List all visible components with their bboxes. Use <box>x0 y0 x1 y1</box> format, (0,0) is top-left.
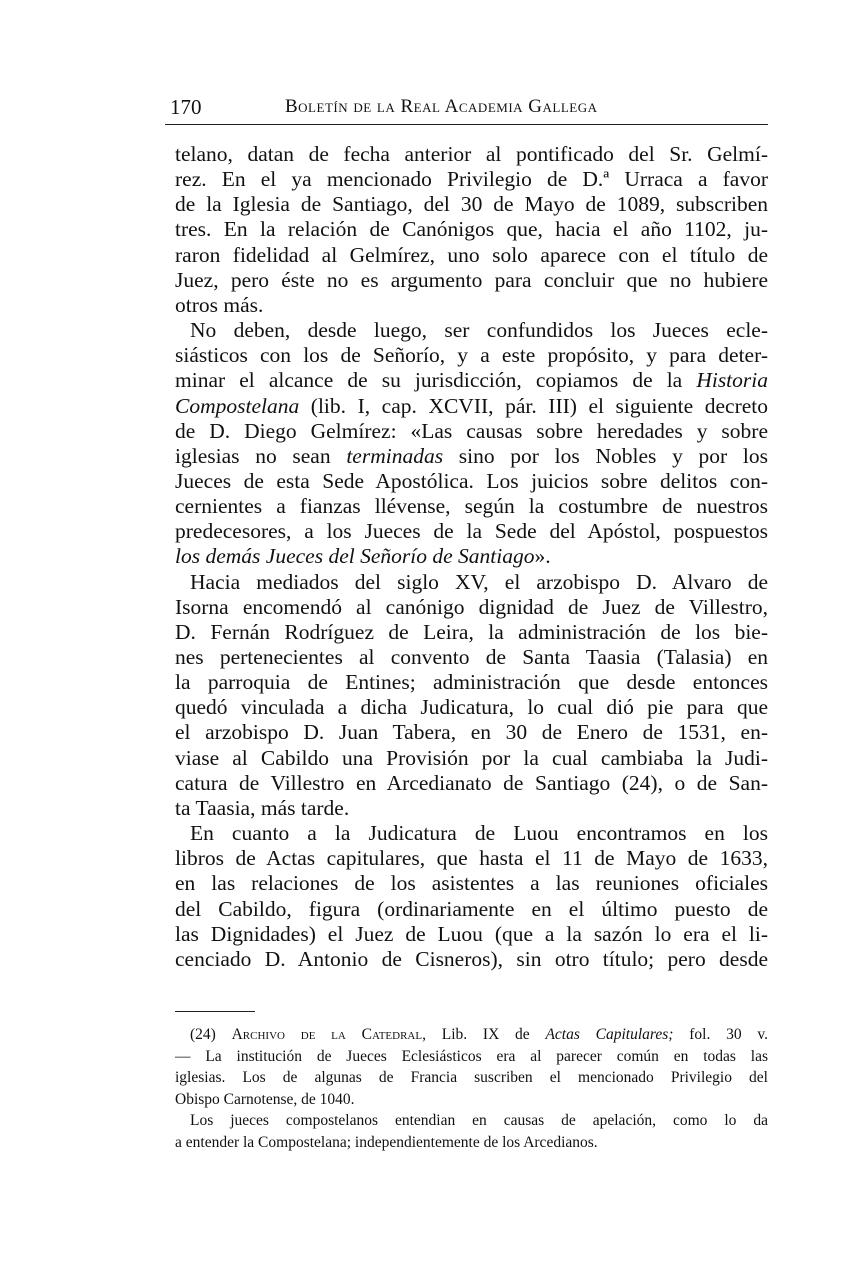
text-line <box>175 142 768 166</box>
text-segment: Hacia mediados del siglo XV, el arzobispo D. Alvaro de <box>190 569 768 594</box>
text-segment: el arzobispo D. Juan Tabera, en 30 de Enero de 1531, en- <box>175 720 768 745</box>
text-line <box>175 645 768 669</box>
text-segment: D. Fernán Rodríguez de Leira, la administración de los bie- <box>175 619 768 644</box>
text-segment: del Cabildo, figura (ordinariamente en el último puesto de <box>175 896 768 921</box>
text-line <box>175 922 768 946</box>
text-line <box>175 293 768 317</box>
text-line <box>175 192 768 216</box>
italic-text: Historia <box>696 368 768 393</box>
text-segment: cenciado D. Antonio de Cisneros), sin otro título; pero desde <box>175 946 768 971</box>
text-segment: libros de Actas capitulares, que hasta el 11 de Mayo de 1633, <box>175 846 768 871</box>
text-line <box>175 368 768 392</box>
text-segment: ». <box>534 544 551 569</box>
text-segment: a entender la Compostelana; independientemente de los Arcedianos. <box>175 1133 598 1151</box>
text-segment: otros más. <box>175 292 264 317</box>
text-line <box>190 821 768 845</box>
text-line <box>175 796 768 820</box>
text-line <box>175 419 768 443</box>
text-segment: ta Taasia, más tarde. <box>175 795 350 820</box>
page-number: 170 <box>170 95 202 119</box>
text-segment: Obispo Carnotense, de 1040. <box>175 1090 355 1108</box>
text-line <box>175 846 768 870</box>
text-segment: raron fidelidad al Gelmírez, uno solo aparece con el título de <box>175 242 768 267</box>
text-segment: — La institución de Jueces Eclesiásticos era al parecer común en todas las <box>175 1047 768 1065</box>
text-segment: fol. 30 v. <box>673 1026 768 1043</box>
text-segment: quedó vinculada a dicha Judicatura, lo cual dió pie para que <box>175 695 768 720</box>
text-line <box>175 444 768 468</box>
text-segment: minar el alcance de su jurisdicción, copiamos de la <box>175 368 697 393</box>
text-segment: (24) <box>190 1026 232 1043</box>
text-segment: , Lib. IX de <box>422 1026 546 1043</box>
text-line <box>175 268 768 292</box>
italic-text: Actas Capitulares; <box>545 1026 674 1043</box>
text-line <box>175 620 768 644</box>
text-line <box>175 394 768 418</box>
running-header-title: Boletín de la Real Academia Gallega <box>285 96 598 117</box>
text-segment: Isorna encomendó al canónigo dignidad de Juez de Villestro, <box>175 594 768 619</box>
text-segment: las Dignidades) el Juez de Luou (que a la sazón lo era el li- <box>175 921 768 946</box>
text-line <box>175 519 768 543</box>
text-segment: cernientes a fianzas llévense, según la costumbre de nuestros <box>175 494 768 519</box>
text-line <box>175 595 768 619</box>
text-line <box>175 217 768 241</box>
text-segment: siásticos con los de Señorío, y a este propósito, y para deter- <box>175 343 768 368</box>
text-segment: tres. En la relación de Canónigos que, hacia el año 1102, ju- <box>175 217 768 242</box>
footnote-line <box>175 1048 768 1066</box>
text-segment: nes pertenecientes al convento de Santa Taasia (Talasia) en <box>175 645 768 669</box>
text-line <box>175 670 768 694</box>
text-segment: rez. En el ya mencionado Privilegio de D.ª Urraca a favor <box>175 167 768 192</box>
text-segment: Juez, pero éste no es argumento para concluir que no hubiere <box>175 267 768 292</box>
text-segment: Jueces de esta Sede Apostólica. Los juicios sobre delitos con- <box>175 468 768 493</box>
text-line <box>175 746 768 770</box>
text-line <box>175 897 768 921</box>
text-segment: En cuanto a la Judicatura de Luou encontramos en los <box>190 821 768 846</box>
header-rule <box>165 124 768 125</box>
text-line <box>175 243 768 267</box>
text-line <box>175 695 768 719</box>
italic-text: los demás Jueces del Señorío de Santiago <box>175 544 535 569</box>
footnote-line <box>190 1112 768 1130</box>
text-line <box>175 947 768 971</box>
text-segment: catura de Villestro en Arcedianato de Santiago (24), o de San- <box>175 770 768 795</box>
text-line <box>190 318 768 342</box>
text-segment: No deben, desde luego, ser confundidos los Jueces ecle- <box>190 318 768 343</box>
text-segment: viase al Cabildo una Provisión por la cual cambiaba la Judi- <box>175 745 768 770</box>
text-segment: Archivo de la Catedral <box>231 1026 423 1043</box>
footnote-line <box>190 1026 768 1044</box>
text-segment: iglesias no sean <box>175 443 347 468</box>
italic-text: Compostelana <box>175 393 300 418</box>
text-segment: Los jueces compostelanos entendian en causas de apelación, como lo da <box>190 1112 768 1129</box>
text-line <box>175 544 768 568</box>
text-segment: la parroquia de Entines; administración que desde entonces <box>175 670 768 695</box>
text-segment: (lib. I, cap. XCVII, pár. III) el siguiente decreto <box>299 393 768 418</box>
text-line <box>175 343 768 367</box>
text-line <box>175 469 768 493</box>
text-segment: de D. Diego Gelmírez: «Las causas sobre heredades y sobre <box>175 418 768 443</box>
text-segment: en las relaciones de los asistentes a las reuniones oficiales <box>175 871 768 896</box>
italic-text: terminadas <box>346 443 444 468</box>
text-segment: predecesores, a los Jueces de la Sede del Apóstol, pospuestos <box>175 519 768 544</box>
text-line <box>190 570 768 594</box>
text-segment: telano, datan de fecha anterior al pontificado del Sr. Gelmí- <box>175 142 768 166</box>
text-line <box>175 720 768 744</box>
text-line <box>175 494 768 518</box>
text-segment: sino por los Nobles y por los <box>443 443 768 468</box>
text-line <box>175 871 768 895</box>
footnote-line <box>175 1069 768 1087</box>
footnote-rule <box>175 1011 255 1012</box>
footnote-line <box>175 1091 768 1109</box>
text-segment: iglesias. Los de algunas de Francia suscriben el mencionado Privilegio del <box>175 1069 768 1086</box>
text-segment: de la Iglesia de Santiago, del 30 de Mayo de 1089, subscriben <box>175 192 768 217</box>
text-line <box>175 771 768 795</box>
text-line <box>175 167 768 191</box>
footnote-line <box>175 1134 768 1152</box>
